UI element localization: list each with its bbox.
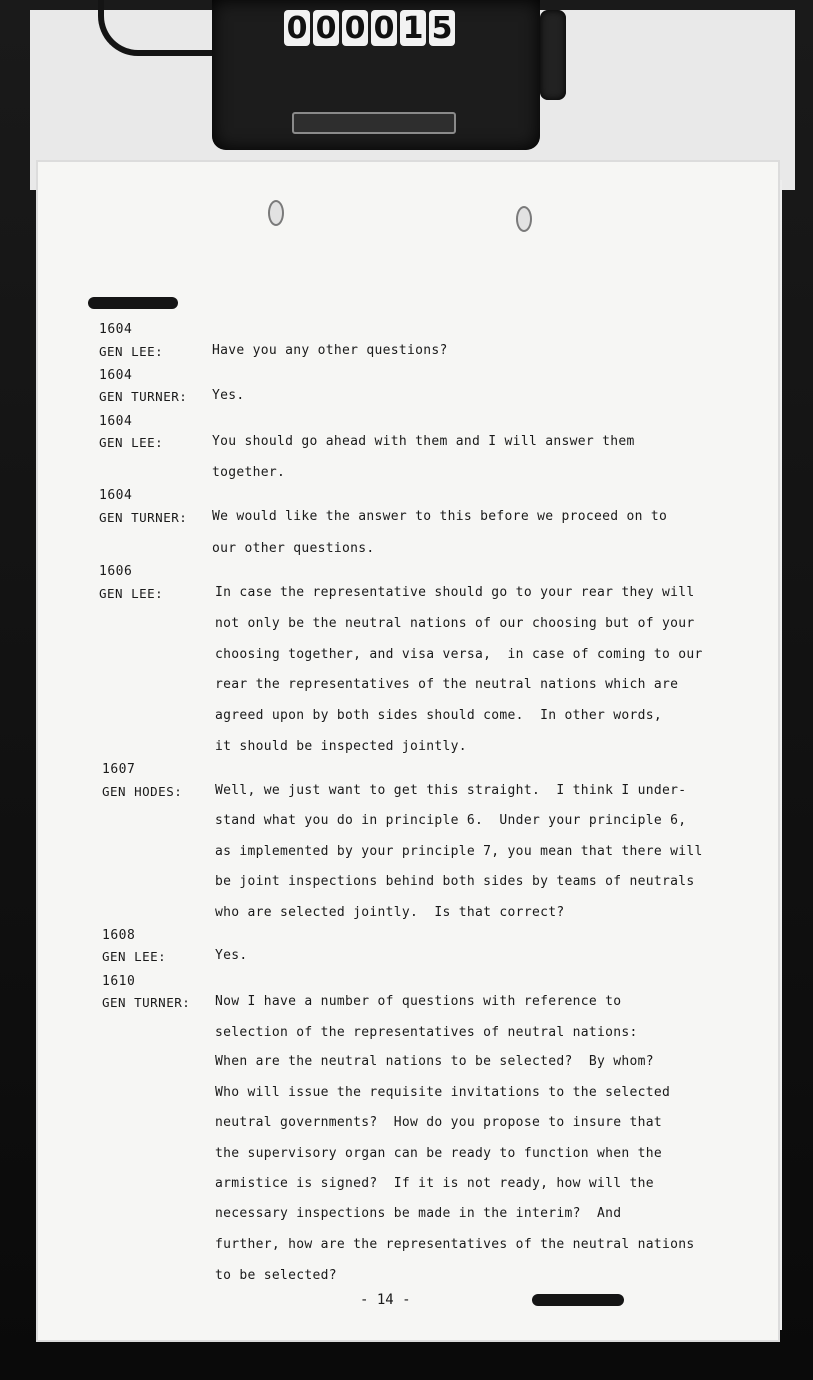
counter-digit: 5 (429, 10, 455, 46)
statement-line: necessary inspections be made in the interim? And (215, 1206, 622, 1221)
speaker-name: GEN LEE: (102, 949, 167, 964)
statement-line: Yes. (212, 388, 245, 403)
timestamp: 1604 (99, 322, 133, 337)
statement-line: together. (212, 465, 286, 480)
timestamp: 1604 (99, 368, 133, 383)
timestamp: 1608 (102, 928, 136, 943)
timestamp: 1606 (99, 564, 133, 579)
statement-line: the supervisory organ can be ready to function when the (215, 1146, 662, 1161)
statement-line: not only be the neutral nations of our choosing but of your (215, 616, 695, 631)
counter-digit: 0 (284, 10, 310, 46)
statement-line: further, how are the representatives of the neutral nations (215, 1237, 695, 1252)
statement-line: Now I have a number of questions with reference to (215, 994, 622, 1009)
statement-line: Have you any other questions? (212, 343, 448, 358)
timestamp: 1607 (102, 762, 136, 777)
statement-line: In case the representative should go to your rear they will (215, 585, 695, 600)
statement-line: selection of the representatives of neutral nations: (215, 1025, 638, 1040)
statement-line: We would like the answer to this before we proceed on to (212, 509, 668, 524)
statement-line: who are selected jointly. Is that correct? (215, 905, 565, 920)
statement-line: our other questions. (212, 541, 375, 556)
statement-line: choosing together, and visa versa, in case of coming to our (215, 647, 703, 662)
counter-digit: 1 (400, 10, 426, 46)
speaker-name: GEN LEE: (99, 344, 164, 359)
statement-line: You should go ahead with them and I will answer them (212, 434, 635, 449)
statement-line: Well, we just want to get this straight. I think I under- (215, 783, 687, 798)
statement-line: be joint inspections behind both sides by teams of neutrals (215, 874, 695, 889)
statement-line: When are the neutral nations to be selected? By whom? (215, 1054, 654, 1069)
statement-line: armistice is signed? If it is not ready, how will the (215, 1176, 654, 1191)
speaker-name: GEN HODES: (102, 784, 183, 799)
counter-digit: 0 (313, 10, 339, 46)
speaker-name: GEN TURNER: (102, 995, 191, 1010)
speaker-name: GEN LEE: (99, 586, 164, 601)
statement-line: agreed upon by both sides should come. In other words, (215, 708, 662, 723)
counter-digit: 0 (342, 10, 368, 46)
statement-line: it should be inspected jointly. (215, 739, 467, 754)
statement-line: rear the representatives of the neutral nations which are (215, 677, 679, 692)
statement-line: stand what you do in principle 6. Under your principle 6, (215, 813, 687, 828)
statement-line: Who will issue the requisite invitations to the selected (215, 1085, 671, 1100)
statement-line: Yes. (215, 948, 248, 963)
timestamp: 1604 (99, 414, 133, 429)
speaker-name: GEN TURNER: (99, 389, 188, 404)
counter-digit: 0 (371, 10, 397, 46)
speaker-name: GEN TURNER: (99, 510, 188, 525)
speaker-name: GEN LEE: (99, 435, 164, 450)
statement-line: neutral governments? How do you propose to insure that (215, 1115, 662, 1130)
statement-line: to be selected? (215, 1268, 337, 1283)
page-number: - 14 - (360, 1292, 411, 1308)
statement-line: as implemented by your principle 7, you mean that there will (215, 844, 703, 859)
timestamp: 1604 (99, 488, 133, 503)
timestamp: 1610 (102, 974, 136, 989)
